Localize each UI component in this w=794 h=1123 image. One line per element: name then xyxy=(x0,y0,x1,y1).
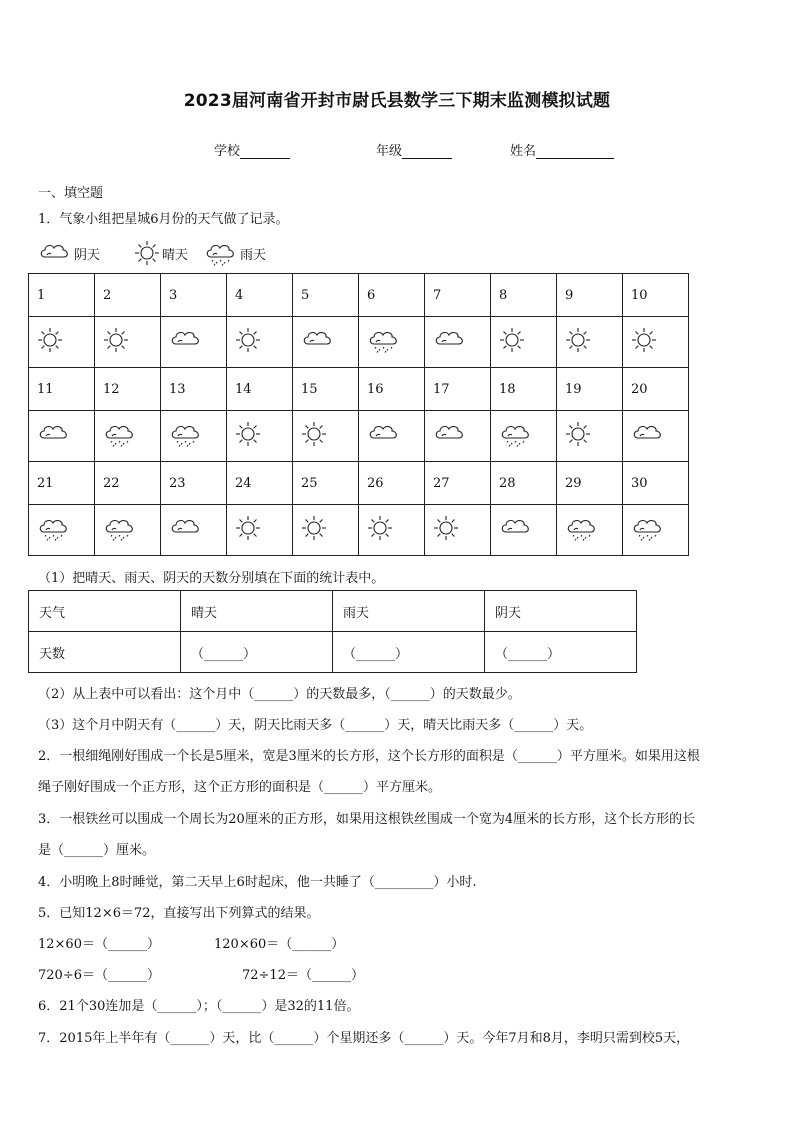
statistics-table xyxy=(28,590,637,673)
day-number-cell: 11 xyxy=(29,368,95,411)
question-2-line-1: 2．一根细绳刚好围成一个长是5厘米，宽是3厘米的长方形，这个长方形的面积是（______）平方厘米。如果用这根 xyxy=(38,749,700,764)
day-number-cell: 12 xyxy=(95,368,161,411)
question-4: 4．小明晚上8时睡觉，第二天早上6时起床，他一共睡了（_________）小时. xyxy=(38,875,477,890)
name-label: 姓名 xyxy=(510,144,537,159)
day-number-cell: 15 xyxy=(293,368,359,411)
rain-icon xyxy=(169,421,203,447)
question-6: 6．21个30连加是（______）；（______）是32的11倍。 xyxy=(38,999,360,1014)
day-weather-cell xyxy=(491,505,557,556)
day-number-row xyxy=(29,462,689,505)
grade-field[interactable] xyxy=(376,140,452,159)
stat-header-row xyxy=(29,591,637,632)
question-7: 7．2015年上半年有（______）天，比（______）个星期还多（______）天。今年7月和8月，李明只需到校5天， xyxy=(38,1031,690,1046)
day-number-cell: 24 xyxy=(227,462,293,505)
day-weather-cell xyxy=(623,317,689,368)
question-5-text: 5．已知12×6＝72，直接写出下列算式的结果。 xyxy=(38,906,320,921)
question-1-text: 1．气象小组把星城6月份的天气做了记录。 xyxy=(38,212,289,227)
sun-icon xyxy=(301,421,327,447)
section-heading: 一、填空题 xyxy=(38,186,104,201)
day-number-cell: 6 xyxy=(359,274,425,317)
day-weather-cell xyxy=(29,505,95,556)
legend-label: 雨天 xyxy=(240,247,267,263)
question-1-sub-2: （2）从上表中可以看出：这个月中（______）的天数最多，（______）的天数最少。 xyxy=(38,687,521,702)
day-number-row xyxy=(29,274,689,317)
day-number-cell: 28 xyxy=(491,462,557,505)
day-weather-cell xyxy=(491,317,557,368)
cloud-icon xyxy=(433,421,467,447)
sun-icon xyxy=(235,421,261,447)
day-number-cell: 4 xyxy=(227,274,293,317)
legend-cloudy xyxy=(38,240,100,266)
sun-icon xyxy=(235,515,261,541)
day-number-cell: 23 xyxy=(161,462,227,505)
sun-icon xyxy=(367,515,393,541)
sun-icon xyxy=(433,515,459,541)
cloud-icon xyxy=(433,327,467,353)
day-number-cell: 2 xyxy=(95,274,161,317)
legend-sunny xyxy=(134,240,188,266)
rain-icon xyxy=(204,240,238,266)
stat-value-row xyxy=(29,632,637,673)
day-weather-cell xyxy=(425,505,491,556)
day-number-cell: 8 xyxy=(491,274,557,317)
day-weather-cell xyxy=(161,317,227,368)
day-weather-cell xyxy=(425,317,491,368)
day-number-cell: 21 xyxy=(29,462,95,505)
day-weather-cell xyxy=(227,411,293,462)
day-number-cell: 9 xyxy=(557,274,623,317)
weather-record-table xyxy=(28,273,689,556)
day-number-cell: 10 xyxy=(623,274,689,317)
school-field[interactable] xyxy=(214,140,290,159)
day-number-cell: 30 xyxy=(623,462,689,505)
day-weather-cell xyxy=(29,411,95,462)
day-number-cell: 3 xyxy=(161,274,227,317)
day-weather-cell xyxy=(623,411,689,462)
rain-icon xyxy=(367,327,401,353)
name-field[interactable] xyxy=(510,140,614,159)
page-title: 2023届河南省开封市尉氏县数学三下期末监测模拟试题 xyxy=(183,91,611,111)
day-weather-cell xyxy=(293,411,359,462)
day-weather-cell xyxy=(491,411,557,462)
day-weather-cell xyxy=(227,317,293,368)
day-weather-cell xyxy=(227,505,293,556)
sun-icon xyxy=(134,240,160,266)
question-1-sub-1: （1）把晴天、雨天、阴天的天数分别填在下面的统计表中。 xyxy=(38,571,385,586)
cloud-icon xyxy=(38,240,72,266)
stat-header-cell: 雨天 xyxy=(333,591,485,632)
sunny-count-blank[interactable]: （______） xyxy=(181,632,333,673)
cloud-icon xyxy=(301,327,335,353)
day-weather-cell xyxy=(95,505,161,556)
question-2-line-2: 绳子刚好围成一个正方形，这个正方形的面积是（______）平方厘米。 xyxy=(38,780,442,795)
stat-header-cell: 天气 xyxy=(29,591,181,632)
question-5-b: 120×60＝（______） xyxy=(214,937,345,952)
rainy-count-blank[interactable]: （______） xyxy=(333,632,485,673)
sun-icon xyxy=(565,421,591,447)
question-5-d: 72÷12＝（______） xyxy=(242,968,364,983)
sun-icon xyxy=(631,327,657,353)
day-weather-row xyxy=(29,505,689,556)
day-weather-cell xyxy=(425,411,491,462)
day-number-cell: 5 xyxy=(293,274,359,317)
day-weather-cell xyxy=(161,411,227,462)
day-weather-cell xyxy=(623,505,689,556)
sun-icon xyxy=(37,327,63,353)
sun-icon xyxy=(235,327,261,353)
day-number-cell: 25 xyxy=(293,462,359,505)
day-weather-cell xyxy=(95,317,161,368)
day-number-cell: 29 xyxy=(557,462,623,505)
day-weather-cell xyxy=(359,505,425,556)
rain-icon xyxy=(565,515,599,541)
question-5-a: 12×60＝（______） xyxy=(38,937,160,952)
day-weather-cell xyxy=(161,505,227,556)
legend-rainy xyxy=(204,240,266,266)
sun-icon xyxy=(499,327,525,353)
day-number-cell: 14 xyxy=(227,368,293,411)
cloud-icon xyxy=(367,421,401,447)
cloud-icon xyxy=(631,421,665,447)
cloud-icon xyxy=(169,515,203,541)
day-number-cell: 13 xyxy=(161,368,227,411)
rain-icon xyxy=(499,421,533,447)
cloud-icon xyxy=(499,515,533,541)
rain-icon xyxy=(103,421,137,447)
day-weather-cell xyxy=(557,411,623,462)
rain-icon xyxy=(103,515,137,541)
day-number-cell: 17 xyxy=(425,368,491,411)
day-number-cell: 20 xyxy=(623,368,689,411)
grade-label: 年级 xyxy=(376,144,403,159)
day-number-cell: 19 xyxy=(557,368,623,411)
day-number-cell: 26 xyxy=(359,462,425,505)
sun-icon xyxy=(301,515,327,541)
day-number-cell: 27 xyxy=(425,462,491,505)
school-label: 学校 xyxy=(214,144,241,159)
cloud-icon xyxy=(37,421,71,447)
rain-icon xyxy=(631,515,665,541)
question-3-line-2: 是（______）厘米。 xyxy=(38,843,156,858)
cloud-icon xyxy=(169,327,203,353)
cloudy-count-blank[interactable]: （______） xyxy=(485,632,637,673)
day-number-row xyxy=(29,368,689,411)
day-number-cell: 1 xyxy=(29,274,95,317)
day-weather-cell xyxy=(293,317,359,368)
day-weather-cell xyxy=(293,505,359,556)
sun-icon xyxy=(565,327,591,353)
name-blank[interactable] xyxy=(536,144,614,159)
sun-icon xyxy=(103,327,129,353)
question-3-line-1: 3．一根铁丝可以围成一个周长为20厘米的正方形，如果用这根铁丝围成一个宽为4厘米的长方形，这个长方形的长 xyxy=(38,812,696,827)
day-number-cell: 22 xyxy=(95,462,161,505)
day-weather-cell xyxy=(359,317,425,368)
stat-header-cell: 阴天 xyxy=(485,591,637,632)
day-weather-cell xyxy=(95,411,161,462)
school-blank[interactable] xyxy=(240,144,290,159)
grade-blank[interactable] xyxy=(402,144,452,159)
day-weather-cell xyxy=(557,317,623,368)
day-weather-row xyxy=(29,411,689,462)
day-number-cell: 16 xyxy=(359,368,425,411)
day-number-cell: 18 xyxy=(491,368,557,411)
question-5-c: 720÷6＝（______） xyxy=(38,968,160,983)
stat-header-cell: 晴天 xyxy=(181,591,333,632)
rain-icon xyxy=(37,515,71,541)
day-number-cell: 7 xyxy=(425,274,491,317)
day-weather-cell xyxy=(557,505,623,556)
day-weather-cell xyxy=(359,411,425,462)
day-weather-cell xyxy=(29,317,95,368)
question-1-sub-3: （3）这个月中阴天有（______）天，阴天比雨天多（______）天，晴天比雨天多（______）天。 xyxy=(38,718,593,733)
stat-row-label: 天数 xyxy=(29,632,181,673)
legend-label: 晴天 xyxy=(162,247,189,263)
legend-label: 阴天 xyxy=(74,247,101,263)
student-info-row xyxy=(0,140,794,160)
day-weather-row xyxy=(29,317,689,368)
